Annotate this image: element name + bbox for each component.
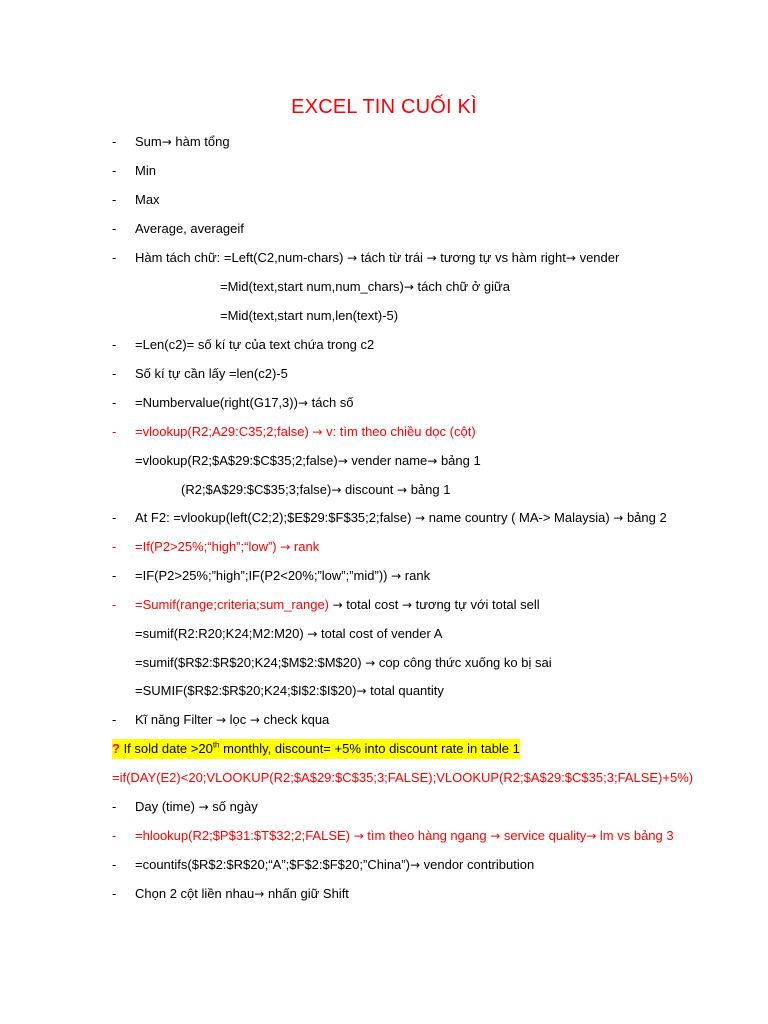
- text-segment: name country ( MA-> Malaysia): [425, 510, 614, 525]
- text-segment: vender: [575, 250, 620, 265]
- arrow-icon: →: [297, 396, 308, 410]
- text-segment: tách từ trái: [357, 250, 427, 265]
- arrow-icon: →: [613, 511, 624, 525]
- list-item-text: [135, 624, 442, 644]
- text-segment: tách chữ ở giữa: [413, 279, 510, 294]
- arrow-icon: →: [312, 425, 323, 439]
- superscript: th: [212, 740, 220, 750]
- text-segment: total cost of vender A: [317, 626, 443, 641]
- arrow-icon: →: [356, 684, 367, 698]
- arrow-icon: →: [280, 540, 291, 554]
- text-segment: tách số: [308, 395, 354, 410]
- bullet: -: [112, 337, 117, 352]
- arrow-icon: →: [332, 598, 343, 612]
- bullet: -: [112, 395, 117, 410]
- text-segment: bảng 2: [623, 510, 667, 525]
- text-segment: lm vs bảng 3: [596, 828, 674, 843]
- highlighted-text: [112, 739, 520, 759]
- text-segment: total cost: [342, 597, 402, 612]
- arrow-icon: →: [490, 829, 501, 843]
- bullet: -: [112, 221, 117, 236]
- text-segment: Kĩ năng Filter: [135, 712, 216, 727]
- bullet: -: [112, 424, 117, 439]
- bullet: -: [112, 799, 117, 814]
- text-segment: số ngày: [208, 799, 258, 814]
- text-segment: Sum: [135, 134, 162, 149]
- text-segment: Day (time): [135, 799, 199, 814]
- list-item-text: [135, 595, 540, 615]
- text-segment: v: tìm theo chiều dọc (cột): [322, 424, 476, 439]
- text-segment: At F2: =vlookup(left(C2;2);$E$29:$F$35;2;false): [135, 510, 416, 525]
- arrow-icon: →: [365, 656, 376, 670]
- bullet: -: [112, 857, 117, 872]
- text-segment: Hàm tách chữ: =Left(C2,num-chars): [135, 250, 348, 265]
- arrow-icon: →: [198, 800, 209, 814]
- bullet: -: [112, 366, 117, 381]
- list-item-text: Max: [135, 192, 160, 207]
- list-item-text: [135, 797, 258, 817]
- list-item-text: [220, 277, 510, 297]
- arrow-icon: →: [403, 280, 414, 294]
- text-segment: =vlookup(R2;A29:C35;2;false): [135, 424, 313, 439]
- text-segment: bảng 1: [407, 482, 451, 497]
- bullet: -: [112, 597, 117, 612]
- list-item-text: [135, 451, 481, 471]
- text-segment: tìm theo hàng ngang: [363, 828, 491, 843]
- text-segment: vendor contribution: [420, 857, 535, 872]
- bullet: -: [112, 712, 117, 727]
- text-segment: Chọn 2 cột liền nhau: [135, 886, 255, 901]
- arrow-icon: →: [409, 858, 421, 872]
- text-segment: cop công thức xuống ko bị sai: [375, 655, 552, 670]
- text-segment: nhấn giữ Shift: [264, 886, 349, 901]
- list-item-text: [135, 566, 430, 586]
- text-segment: =hlookup(R2;$P$31:$T$32;2;FALSE): [135, 828, 354, 843]
- text-segment: rank: [401, 568, 431, 583]
- text-segment: =Sumif(range;criteria;sum_range): [135, 597, 329, 612]
- arrow-icon: →: [331, 483, 342, 497]
- text-segment: service quality: [500, 828, 587, 843]
- bullet: -: [112, 828, 117, 843]
- text-segment: =IF(P2>25%;”high”;IF(P2<20%;”low”;”mid”)): [135, 568, 392, 583]
- bullet: -: [112, 568, 117, 583]
- list-item-text: [135, 537, 319, 557]
- list-item-text: Số kí tự cần lấy =len(c2)-5: [135, 366, 288, 381]
- text-segment: tương tự vs hàm right: [436, 250, 566, 265]
- formula-text: =if(DAY(E2)<20;VLOOKUP(R2;$A$29:$C$35;3;FALSE);VLOOKUP(R2;$A$29:$C$35;3;FALSE)+5%): [112, 770, 694, 785]
- text-segment: =vlookup(R2;$A$29:$C$35;2;false): [135, 453, 338, 468]
- bullet: -: [112, 134, 117, 149]
- text-segment: total quantity: [366, 683, 444, 698]
- bullet: -: [112, 510, 117, 525]
- list-item-text: [135, 422, 476, 442]
- list-item-text: Average, averageif: [135, 221, 244, 236]
- list-item-text: Min: [135, 163, 156, 178]
- text-segment: If sold date >20: [119, 741, 213, 756]
- text-segment: vender name: [347, 453, 428, 468]
- text-segment: =If(P2>25%;“high”;“low”): [135, 539, 281, 554]
- text-segment: tương tự với total sell: [412, 597, 540, 612]
- text-segment: discount: [341, 482, 398, 497]
- text-segment: =countifs($R$2:$R$20;“A”;$F$2:$F$20;”China”): [135, 857, 410, 872]
- text-segment: lọc: [226, 712, 250, 727]
- question-mark: ?: [112, 741, 120, 756]
- text-segment: =Mid(text,start num,num_chars): [220, 279, 404, 294]
- arrow-icon: →: [401, 598, 412, 612]
- arrow-icon: →: [307, 627, 318, 641]
- list-item-text: [181, 480, 450, 500]
- bullet: -: [112, 886, 117, 901]
- list-item-text: [135, 884, 349, 904]
- text-segment: =sumif(R2:R20;K24;M2:M20): [135, 626, 308, 641]
- list-item-text: [135, 132, 230, 152]
- text-segment: =Numbervalue(right(G17,3)): [135, 395, 298, 410]
- text-segment: rank: [290, 539, 320, 554]
- arrow-icon: →: [427, 454, 438, 468]
- arrow-icon: →: [347, 251, 358, 265]
- arrow-icon: →: [254, 887, 265, 901]
- document-title: EXCEL TIN CUỐI KÌ: [291, 96, 477, 118]
- list-item-text: =Len(c2)= số kí tự của text chứa trong c2: [135, 337, 375, 352]
- arrow-icon: →: [565, 251, 576, 265]
- arrow-icon: →: [426, 251, 437, 265]
- arrow-icon: →: [415, 511, 426, 525]
- bullet: -: [112, 192, 117, 207]
- list-item-text: [135, 248, 619, 268]
- list-item-text: [135, 855, 534, 875]
- text-segment: hàm tổng: [171, 134, 230, 149]
- bullet: -: [112, 539, 117, 554]
- text-segment: check kqua: [259, 712, 330, 727]
- list-item-text: [135, 508, 667, 528]
- list-item-text: [135, 653, 552, 673]
- text-segment: bảng 1: [437, 453, 481, 468]
- arrow-icon: →: [337, 454, 348, 468]
- list-item-text: [135, 393, 354, 413]
- list-item-text: [135, 681, 444, 701]
- text-segment: =sumif($R$2:$R$20;K24;$M$2:$M$20): [135, 655, 366, 670]
- arrow-icon: →: [215, 713, 226, 727]
- list-item-text: =Mid(text,start num,len(text)-5): [220, 308, 399, 323]
- text-segment: (R2;$A$29:$C$35;3;false): [181, 482, 332, 497]
- arrow-icon: →: [586, 829, 597, 843]
- list-item-text: [135, 710, 329, 730]
- arrow-icon: →: [249, 713, 260, 727]
- arrow-icon: →: [161, 135, 172, 149]
- arrow-icon: →: [397, 483, 408, 497]
- text-segment: monthly, discount= +5% into discount rate in table 1: [219, 741, 520, 756]
- arrow-icon: →: [353, 829, 364, 843]
- bullet: -: [112, 163, 117, 178]
- bullet: -: [112, 250, 117, 265]
- list-item-text: [135, 826, 674, 846]
- text-segment: =SUMIF($R$2:$R$20;K24;$I$2:$I$20): [135, 683, 357, 698]
- arrow-icon: →: [391, 569, 402, 583]
